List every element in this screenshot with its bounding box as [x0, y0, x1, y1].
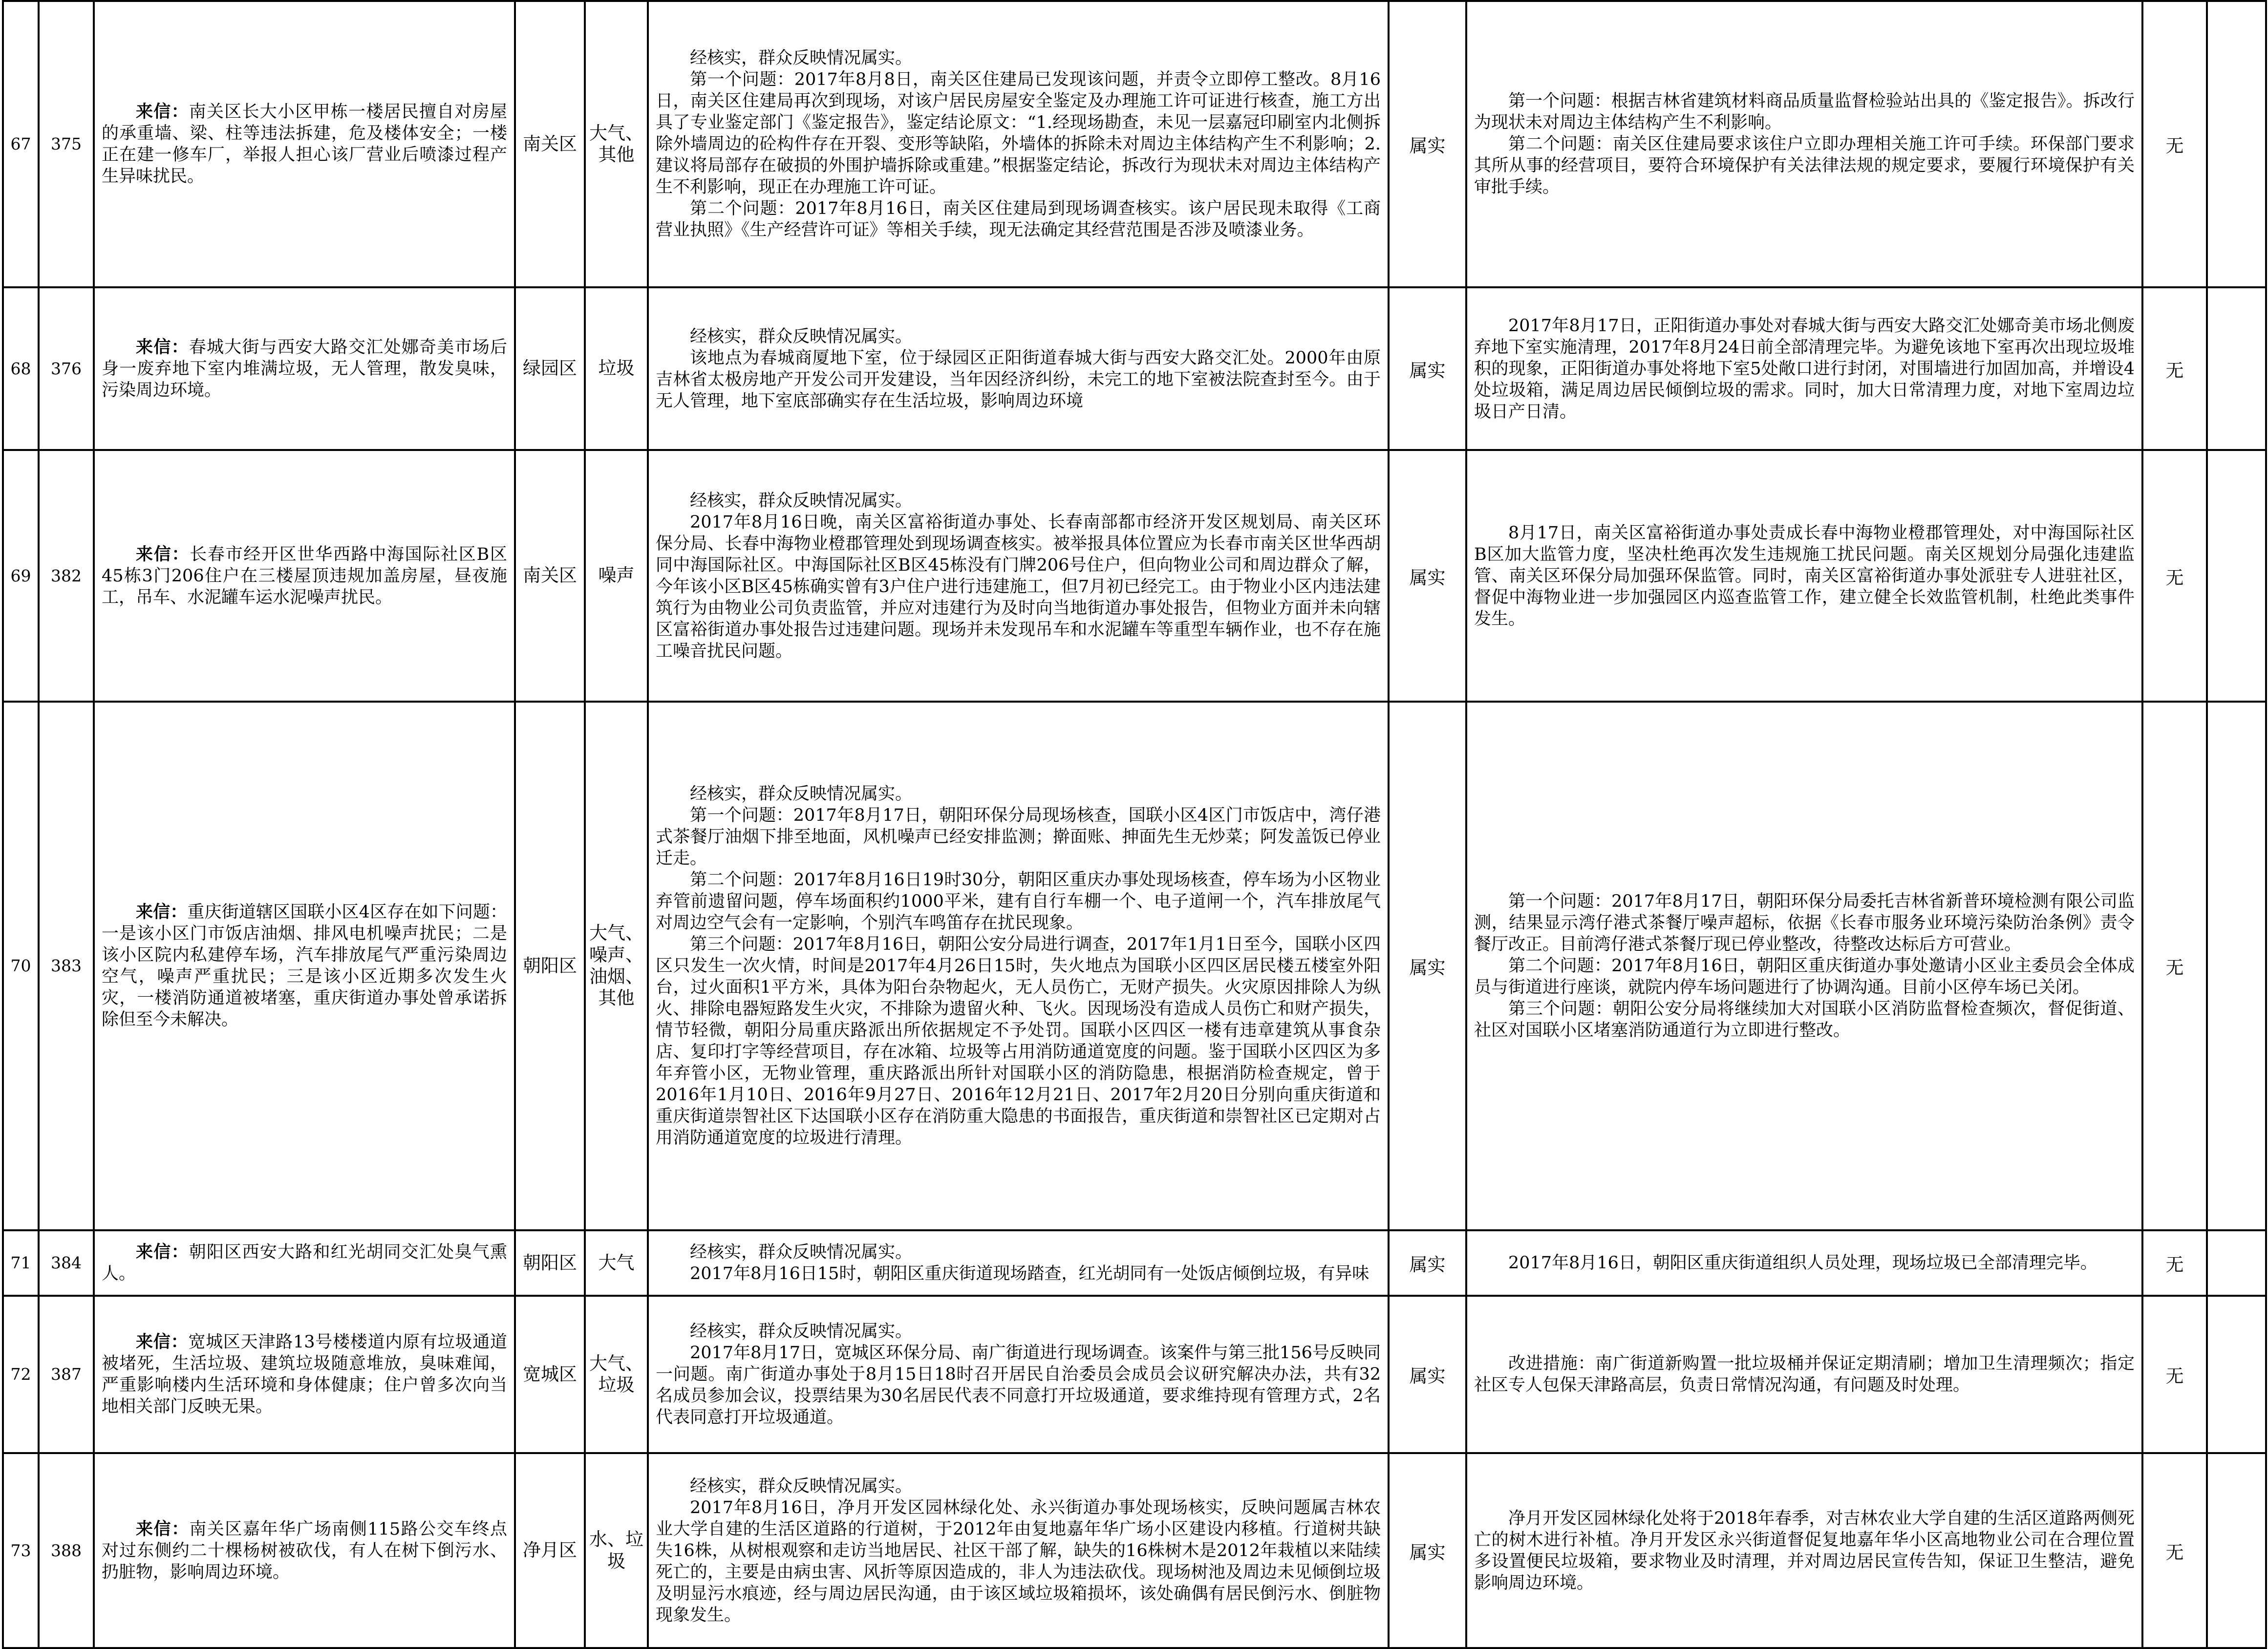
accountability-cell — [2142, 1, 2207, 287]
seq-cell — [3, 1, 39, 287]
blank-cell — [2207, 450, 2266, 702]
handling-cell — [1466, 1296, 2142, 1453]
case-number: 375 — [51, 134, 82, 154]
district: 朝阳区 — [523, 955, 577, 976]
verification-paragraph: 2017年8月17日，宽城区环保分局、南广街道进行现场调查。该案件与第三批156号反映同一问题。南广街道办事处于8月15日18时召开居民自治委员会成员会议研究解决办法，共有32名成员参加会议，投票结果为30名居民代表不同意打开垃圾通道，要求维持现有管理方式，2名代表同意打开垃圾通道。 — [656, 1343, 1381, 1427]
accountability-cell — [2142, 1230, 2207, 1296]
handling-cell — [1466, 1230, 2142, 1296]
complaint-text: 春城大街与西安大路交汇处娜奇美市场后身一废弃地下室内堆满垃圾，无人管理，散发臭味，污染周边环境。 — [102, 337, 507, 400]
complaint-cell — [94, 1230, 515, 1296]
verification-cell — [648, 1230, 1389, 1296]
verification-cell — [648, 287, 1389, 450]
seq-cell — [3, 1230, 39, 1296]
handling-cell — [1466, 287, 2142, 450]
complaint-cell — [94, 1296, 515, 1453]
status-cell — [1389, 287, 1466, 450]
verification-paragraph: 经核实，群众反映情况属实。 — [690, 48, 913, 68]
verification-paragraph: 经核实，群众反映情况属实。 — [690, 1476, 913, 1496]
district: 净月区 — [523, 1540, 577, 1561]
seq-number: 68 — [10, 359, 31, 378]
pollution-type: 噪声 — [598, 565, 635, 586]
table-row — [3, 1296, 2266, 1453]
blank-cell — [2207, 1296, 2266, 1453]
verification-paragraph: 2017年8月16日，净月开发区园林绿化处、永兴街道办事处现场核实，反映问题属吉林农业大学自建的生活区道路的行道树，于2012年由复地嘉年华广场小区建设内移植。行道树共缺失16株，从树根观察和走访当地居民、社区干部了解，缺失的16株树木是2012年栽植以来陆续死亡的，主要是由病虫害、风折等原因造成的，非人为违法砍伐。现场树池及周边未见倾倒垃圾及明显污水痕迹，经与周边居民沟通，由于该区域垃圾箱损坏，该处确偶有居民倒污水、倒脏物现象发生。 — [656, 1498, 1381, 1625]
table-row — [3, 1, 2266, 287]
complaint-text: 南关区嘉年华广场南侧115路公交车终点对过东侧约二十棵杨树被砍伐，有人在树下倒污水、扔脏物，影响周边环境。 — [102, 1519, 507, 1582]
accountability-cell — [2142, 702, 2207, 1230]
case-number-cell — [39, 450, 94, 702]
verification-status: 属实 — [1409, 360, 1446, 381]
blank-cell — [2207, 1, 2266, 287]
district: 朝阳区 — [523, 1252, 577, 1273]
accountability: 无 — [2165, 957, 2184, 978]
district-cell — [515, 450, 585, 702]
case-number: 382 — [51, 566, 82, 585]
pollution-type-cell — [585, 1453, 648, 1648]
verification-paragraph: 2017年8月16日晚，南关区富裕街道办事处、长春南部都市经济开发区规划局、南关区环保分局、长春中海物业橙郡管理处到现场调查核实。被举报具体位置应为长春市南关区世华西胡同中海国际社区。中海国际社区B区45栋没有门牌206号住户，但向物业公司和周边群众了解，今年该小区B区45栋确实曾有3户住户进行违建施工，但7月初已经完工。由于物业小区内违法建筑行为由物业公司负责监管，并应对违建行为及时向当地街道办事处报告，但物业方面并未向辖区富裕街道办事处报告过违建问题。现场并未发现吊车和水泥罐车等重型车辆作业，也不存在施工噪音扰民问题。 — [656, 512, 1381, 661]
handling-paragraph: 第二个问题：2017年8月16日，朝阳区重庆街道办事处邀请小区业主委员会全体成员与街道进行座谈，就院内停车场问题进行了协调沟通。目前小区停车场已关闭。 — [1474, 956, 2135, 997]
accountability-cell — [2142, 450, 2207, 702]
status-cell — [1389, 1453, 1466, 1648]
pollution-type: 大气、其他 — [589, 122, 643, 165]
status-cell — [1389, 1230, 1466, 1296]
pollution-type: 大气 — [598, 1252, 635, 1273]
district-cell — [515, 1453, 585, 1648]
verification-cell — [648, 702, 1389, 1230]
verification-status: 属实 — [1409, 1366, 1446, 1387]
seq-number: 69 — [10, 566, 31, 585]
handling-paragraph: 第三个问题：朝阳公安分局将继续加大对国联小区消防监督检查频次，督促街道、社区对国联小区堵塞消防通道行为立即进行整改。 — [1474, 999, 2135, 1040]
district: 宽城区 — [523, 1363, 577, 1385]
verification-status: 属实 — [1409, 567, 1446, 588]
district-cell — [515, 1, 585, 287]
pollution-type: 水、垃圾 — [589, 1529, 643, 1572]
table-row — [3, 1453, 2266, 1648]
pollution-type-cell — [585, 702, 648, 1230]
verification-paragraph: 经核实，群众反映情况属实。 — [690, 1322, 913, 1341]
case-number: 387 — [51, 1365, 82, 1384]
verification-cell — [648, 450, 1389, 702]
case-number: 388 — [51, 1541, 82, 1560]
status-cell — [1389, 1296, 1466, 1453]
verification-paragraph: 第一个问题：2017年8月17日，朝阳环保分局现场核查，国联小区4区门市饭店中，湾仔港式茶餐厅油烟下排至地面，风机噪声已经安排监测；擀面账、抻面先生无炒菜；阿发盖饭已停业迁走。 — [656, 806, 1381, 868]
complaint-table — [2, 0, 2267, 1649]
status-cell — [1389, 702, 1466, 1230]
blank-cell — [2207, 702, 2266, 1230]
table-row — [3, 702, 2266, 1230]
pollution-type-cell — [585, 287, 648, 450]
handling-cell — [1466, 702, 2142, 1230]
accountability: 无 — [2165, 1366, 2184, 1387]
handling-paragraph: 改进措施：南广街道新购置一批垃圾桶并保证定期清刷；增加卫生清理频次；指定社区专人包保天津路高层，负责日常情况沟通，有问题及时处理。 — [1474, 1354, 2135, 1395]
verification-paragraph: 第一个问题：2017年8月8日，南关区住建局已发现该问题，并责令立即停工整改。8月16日，南关区住建局再次到现场，对该户居民房屋安全鉴定及办理施工许可证进行核查，施工方出具了专业鉴定部门《鉴定报告》，鉴定结论原文：“1.经现场勘查，未见一层嘉冠印刷室内北侧拆除外墙周边的砼构件存在开裂、变形等缺陷，外墙体的拆除未对周边主体结构产生不利影响；2.建议将局部存在破损的外围护墙拆除或重建。”根据鉴定结论，拆改行为现状未对周边主体结构产生不利影响，现正在办理施工许可证。 — [656, 70, 1381, 197]
table-row — [3, 287, 2266, 450]
complaint-cell — [94, 702, 515, 1230]
case-number-cell — [39, 1230, 94, 1296]
case-number-cell — [39, 287, 94, 450]
seq-number: 71 — [10, 1253, 31, 1273]
case-number: 384 — [51, 1253, 82, 1273]
complaint-cell — [94, 450, 515, 702]
table-row — [3, 1230, 2266, 1296]
district: 南关区 — [523, 133, 577, 154]
accountability: 无 — [2165, 1254, 2184, 1275]
complaint-cell — [94, 1453, 515, 1648]
status-cell — [1389, 1, 1466, 287]
verification-paragraph: 第二个问题：2017年8月16日，南关区住建局到现场调查核实。该户居民现未取得《工商营业执照》《生产经营许可证》等相关手续，现无法确定其经营范围是否涉及喷漆业务。 — [656, 199, 1381, 240]
accountability: 无 — [2165, 1542, 2184, 1563]
pollution-type-cell — [585, 450, 648, 702]
complaint-source-label: 来信： — [136, 1332, 189, 1352]
pollution-type-cell — [585, 1, 648, 287]
complaint-source-label: 来信： — [136, 1519, 190, 1539]
verification-cell — [648, 1453, 1389, 1648]
case-number-cell — [39, 1296, 94, 1453]
verification-paragraph: 经核实，群众反映情况属实。 — [690, 326, 913, 346]
handling-paragraph: 2017年8月16日，朝阳区重庆街道组织人员处理，现场垃圾已全部清理完毕。 — [1508, 1253, 2097, 1273]
verification-status: 属实 — [1409, 135, 1446, 156]
verification-status: 属实 — [1409, 957, 1446, 978]
accountability-cell — [2142, 1453, 2207, 1648]
district-cell — [515, 702, 585, 1230]
verification-paragraph: 经核实，群众反映情况属实。 — [690, 1242, 913, 1262]
complaint-source-label: 来信： — [136, 102, 189, 122]
verification-paragraph: 第二个问题：2017年8月16日19时30分，朝阳区重庆办事处现场核查，停车场为小区物业弃管前遗留问题，停车场面积约1000平米，建有自行车棚一个、电子道闸一个，汽车排放尾气对周边空气会有一定影响，个别汽车鸣笛存在扰民现象。 — [656, 870, 1381, 933]
district-cell — [515, 1296, 585, 1453]
table-body — [3, 1, 2266, 1648]
complaint-source-label: 来信： — [136, 337, 189, 357]
complaint-source-label: 来信： — [136, 1242, 189, 1262]
seq-cell — [3, 287, 39, 450]
accountability: 无 — [2165, 135, 2184, 156]
handling-cell — [1466, 1453, 2142, 1648]
complaint-text: 朝阳区西安大路和红光胡同交汇处臭气熏人。 — [102, 1242, 507, 1284]
complaint-text: 南关区长大小区甲栋一楼居民擅自对房屋的承重墙、梁、柱等违法拆建，危及楼体安全；一楼正在建一修车厂，举报人担心该厂营业后喷漆过程产生异味扰民。 — [102, 102, 507, 186]
accountability-cell — [2142, 1296, 2207, 1453]
blank-cell — [2207, 287, 2266, 450]
handling-paragraph: 第一个问题：2017年8月17日，朝阳环保分局委托吉林省新普环境检测有限公司监测，结果显示湾仔港式茶餐厅噪声超标，依据《长春市服务业环境污染防治条例》责令餐厅改正。目前湾仔港式茶餐厅现已停业整改，待整改达标后方可营业。 — [1474, 892, 2135, 954]
district-cell — [515, 287, 585, 450]
case-number: 383 — [51, 956, 82, 976]
verification-paragraph: 第三个问题：2017年8月16日，朝阳公安分局进行调查，2017年1月1日至今，国联小区四区只发生一次火情，时间是2017年4月26日15时，失火地点为国联小区四区居民楼五楼室外阳台，过火面积1平方米，具体为阳台杂物起火，无人员伤亡，无财产损失。火灾原因排除人为纵火、排除电器短路发生火灾，不排除为遗留火种、飞火。因现场没有造成人员伤亡和财产损失，情节轻微，朝阳分局重庆路派出所依据规定不予处罚。国联小区四区一楼有违章建筑从事食杂店、复印打字等经营项目，存在冰箱、垃圾等占用消防通道宽度的问题。鉴于国联小区四区为多年弃管小区，无物业管理，重庆路派出所针对国联小区的消防隐患，根据消防检查规定，曾于2016年1月10日、2016年9月27日、2016年12月21日、2017年2月20日分别向重庆街道和重庆街道崇智社区下达国联小区存在消防重大隐患的书面报告，重庆街道和崇智社区已定期对占用消防通道宽度的垃圾进行清理。 — [656, 935, 1381, 1148]
handling-paragraph: 2017年8月17日，正阳街道办事处对春城大街与西安大路交汇处娜奇美市场北侧废弃地下室实施清理，2017年8月24日前全部清理完毕。为避免该地下室再次出现垃圾堆积的现象，正阳街道办事处将地下室5处敞口进行封闭，对围墙进行加固加高，并增设4处垃圾箱，满足周边居民倾倒垃圾的需求。同时，加大日常清理力度，对地下室周边垃圾日产日清。 — [1474, 316, 2135, 422]
accountability-cell — [2142, 287, 2207, 450]
seq-number: 72 — [10, 1365, 31, 1384]
case-number-cell — [39, 1, 94, 287]
complaint-text: 宽城区天津路13号楼楼道内原有垃圾通道被堵死，生活垃圾、建筑垃圾随意堆放，臭味难闻，严重影响楼内生活环境和身体健康；住户曾多次向当地相关部门反映无果。 — [102, 1332, 507, 1416]
verification-status: 属实 — [1409, 1542, 1446, 1563]
seq-cell — [3, 702, 39, 1230]
table-row — [3, 450, 2266, 702]
verification-paragraph: 经核实，群众反映情况属实。 — [690, 491, 913, 511]
handling-paragraph: 净月开发区园林绿化处将于2018年春季，对吉林农业大学自建的生活区道路两侧死亡的树木进行补植。净月开发区永兴街道督促复地嘉年华小区高地物业公司在合理位置多设置便民垃圾箱，要求物业及时清理，并对周边居民宣传告知，保证卫生整洁，避免影响周边环境。 — [1474, 1508, 2135, 1593]
status-cell — [1389, 450, 1466, 702]
pollution-type-cell — [585, 1296, 648, 1453]
complaint-source-label: 来信： — [136, 902, 188, 922]
complaint-text: 长春市经开区世华西路中海国际社区B区45栋3门206住户在三楼屋顶违规加盖房屋，昼夜施工，吊车、水泥罐车运水泥噪声扰民。 — [102, 544, 507, 607]
district: 南关区 — [523, 565, 577, 586]
accountability: 无 — [2165, 360, 2184, 381]
district: 绿园区 — [523, 358, 577, 379]
verification-status: 属实 — [1409, 1254, 1446, 1275]
seq-number: 73 — [10, 1541, 31, 1560]
seq-cell — [3, 450, 39, 702]
pollution-type-cell — [585, 1230, 648, 1296]
verification-paragraph: 该地点为春城商厦地下室，位于绿园区正阳街道春城大街与西安大路交汇处。2000年由原吉林省太极房地产开发公司开发建设，当年因经济纠纷，未完工的地下室被法院查封至今。由于无人管理，地下室底部确实存在生活垃圾，影响周边环境 — [656, 348, 1381, 411]
case-number: 376 — [51, 359, 82, 378]
handling-cell — [1466, 1, 2142, 287]
case-number-cell — [39, 1453, 94, 1648]
verification-paragraph: 经核实，群众反映情况属实。 — [690, 784, 913, 804]
case-number-cell — [39, 702, 94, 1230]
blank-cell — [2207, 1453, 2266, 1648]
verification-paragraph: 2017年8月16日15时，朝阳区重庆街道现场踏查，红光胡同有一处饭店倾倒垃圾，有异味 — [690, 1264, 1369, 1284]
complaint-text: 重庆街道辖区国联小区4区存在如下问题：一是该小区门市饭店油烟、排风电机噪声扰民；二是该小区院内私建停车场，汽车排放尾气严重污染周边空气，噪声严重扰民；三是该小区近期多次发生火灾，一楼消防通道被堵塞，重庆街道办事处曾承诺拆除但至今未解决。 — [102, 902, 507, 1029]
district-cell — [515, 1230, 585, 1296]
complaint-cell — [94, 1, 515, 287]
pollution-type: 大气、垃圾 — [589, 1352, 643, 1395]
verification-cell — [648, 1296, 1389, 1453]
verification-cell — [648, 1, 1389, 287]
handling-paragraph: 第二个问题：南关区住建局要求该住户立即办理相关施工许可手续。环保部门要求其所从事的经营项目，要符合环境保护有关法律法规的规定要求，要履行环境保护有关审批手续。 — [1474, 134, 2135, 197]
seq-number: 67 — [10, 134, 31, 154]
complaint-source-label: 来信： — [136, 544, 190, 564]
blank-cell — [2207, 1230, 2266, 1296]
accountability: 无 — [2165, 567, 2184, 588]
seq-cell — [3, 1453, 39, 1648]
handling-paragraph: 第一个问题：根据吉林省建筑材料商品质量监督检验站出具的《鉴定报告》。拆改行为现状未对周边主体结构产生不利影响。 — [1474, 91, 2135, 132]
complaint-cell — [94, 287, 515, 450]
handling-paragraph: 8月17日，南关区富裕街道办事处责成长春中海物业橙郡管理处，对中海国际社区B区加大监管力度，坚决杜绝再次发生违规施工扰民问题。南关区规划分局强化违建监管、南关区环保分局加强环保监管。同时，南关区富裕街道办事处派驻专人进驻社区，督促中海物业进一步加强园区内巡查监管工作，建立健全长效监管机制，杜绝此类事件发生。 — [1474, 523, 2135, 629]
seq-number: 70 — [10, 956, 31, 976]
pollution-type: 垃圾 — [598, 358, 635, 379]
handling-cell — [1466, 450, 2142, 702]
seq-cell — [3, 1296, 39, 1453]
pollution-type: 大气、噪声、油烟、其他 — [589, 922, 643, 1009]
